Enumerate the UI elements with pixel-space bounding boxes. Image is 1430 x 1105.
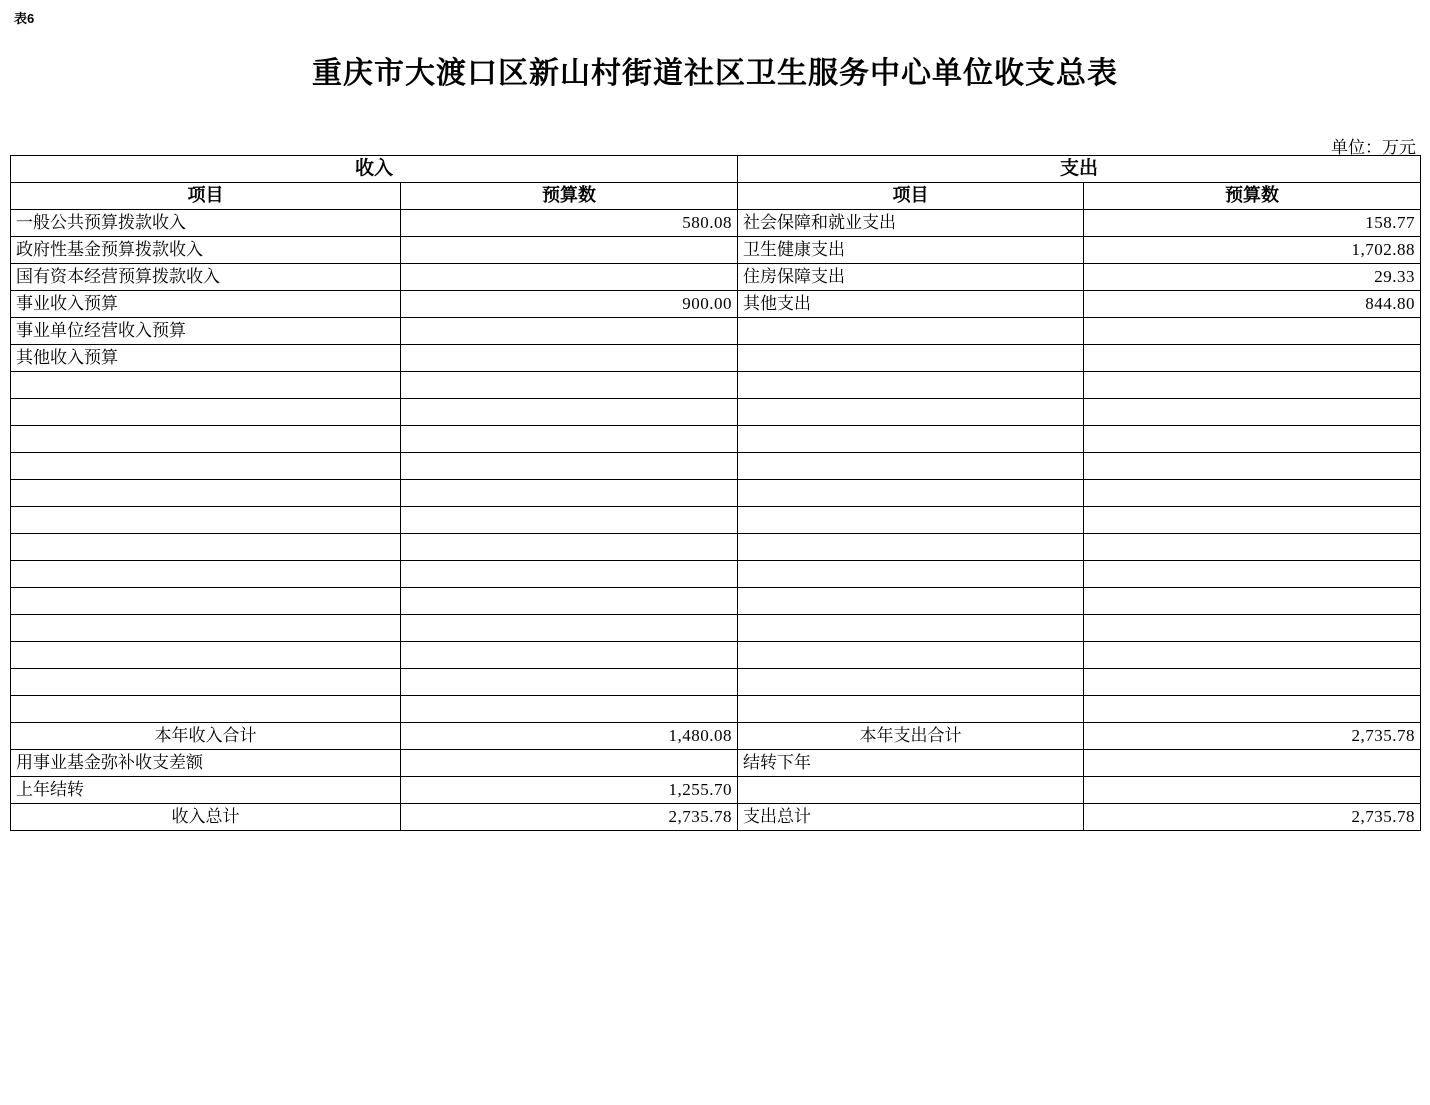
- cell-expenditure-budget: [1084, 507, 1421, 534]
- cell-income-budget: 1,480.08: [401, 723, 738, 750]
- cell-expenditure-item: [738, 399, 1084, 426]
- table-body: [11, 156, 1421, 831]
- cell-expenditure-item: [738, 669, 1084, 696]
- cell-expenditure-item: [738, 372, 1084, 399]
- cell-expenditure-budget: [1084, 750, 1421, 777]
- cell-income-item: [11, 372, 401, 399]
- cell-expenditure-item: [738, 615, 1084, 642]
- cell-income-item: 用事业基金弥补收支差额: [11, 750, 401, 777]
- cell-expenditure-budget: 29.33: [1084, 264, 1421, 291]
- group-header-row: [11, 156, 1421, 183]
- cell-income-budget: [401, 453, 738, 480]
- cell-expenditure-budget: [1084, 561, 1421, 588]
- cell-income-budget: [401, 669, 738, 696]
- cell-income-item: [11, 615, 401, 642]
- cell-expenditure-budget: 2,735.78: [1084, 723, 1421, 750]
- cell-income-budget: [401, 507, 738, 534]
- cell-expenditure-budget: [1084, 318, 1421, 345]
- cell-expenditure-budget: [1084, 372, 1421, 399]
- table-summary-row: [11, 723, 1421, 750]
- table-row: [11, 480, 1421, 507]
- cell-income-budget: [401, 480, 738, 507]
- cell-income-item: [11, 642, 401, 669]
- cell-expenditure-item: 支出总计: [738, 804, 1084, 831]
- cell-income-item: 事业收入预算: [11, 291, 401, 318]
- cell-expenditure-item: 本年支出合计: [738, 723, 1084, 750]
- table-row: [11, 615, 1421, 642]
- cell-income-budget: [401, 588, 738, 615]
- cell-expenditure-budget: 158.77: [1084, 210, 1421, 237]
- cell-income-budget: [401, 615, 738, 642]
- cell-income-item: [11, 399, 401, 426]
- cell-expenditure-budget: 2,735.78: [1084, 804, 1421, 831]
- cell-income-budget: [401, 318, 738, 345]
- cell-income-item: [11, 534, 401, 561]
- cell-income-item: [11, 696, 401, 723]
- cell-income-item: 政府性基金预算拨款收入: [11, 237, 401, 264]
- budget-table: [10, 155, 1421, 831]
- cell-income-budget: [401, 696, 738, 723]
- unit-note: 单位：万元: [1331, 138, 1416, 157]
- cell-expenditure-budget: [1084, 777, 1421, 804]
- cell-income-item: [11, 453, 401, 480]
- cell-income-item: [11, 507, 401, 534]
- cell-expenditure-budget: [1084, 588, 1421, 615]
- cell-expenditure-budget: [1084, 426, 1421, 453]
- column-header-row: [11, 183, 1421, 210]
- cell-expenditure-item: [738, 480, 1084, 507]
- cell-expenditure-item: 社会保障和就业支出: [738, 210, 1084, 237]
- cell-expenditure-item: 结转下年: [738, 750, 1084, 777]
- cell-income-budget: [401, 264, 738, 291]
- cell-income-item: [11, 669, 401, 696]
- table-row: [11, 237, 1421, 264]
- cell-expenditure-budget: [1084, 669, 1421, 696]
- cell-expenditure-item: [738, 642, 1084, 669]
- cell-expenditure-budget: [1084, 453, 1421, 480]
- cell-income-item: 其他收入预算: [11, 345, 401, 372]
- cell-expenditure-item: [738, 453, 1084, 480]
- table-row: [11, 669, 1421, 696]
- table-row: [11, 372, 1421, 399]
- cell-income-budget: [401, 750, 738, 777]
- table-row: [11, 453, 1421, 480]
- cell-income-budget: [401, 426, 738, 453]
- cell-expenditure-budget: 1,702.88: [1084, 237, 1421, 264]
- cell-expenditure-item: 卫生健康支出: [738, 237, 1084, 264]
- table-row: [11, 561, 1421, 588]
- cell-expenditure-budget: [1084, 696, 1421, 723]
- cell-income-budget: [401, 399, 738, 426]
- cell-income-item: [11, 426, 401, 453]
- cell-expenditure-budget: [1084, 642, 1421, 669]
- column-header-expenditure-budget: 预算数: [1084, 183, 1421, 210]
- cell-income-item: 上年结转: [11, 777, 401, 804]
- table-row: [11, 696, 1421, 723]
- group-header-expenditure: 支出: [738, 156, 1421, 183]
- cell-income-item: 收入总计: [11, 804, 401, 831]
- column-header-income-budget: 预算数: [401, 183, 738, 210]
- table-summary-row: [11, 777, 1421, 804]
- table-row: [11, 507, 1421, 534]
- column-header-income-item: 项目: [11, 183, 401, 210]
- page-title: 重庆市大渡口区新山村街道社区卫生服务中心单位收支总表: [312, 57, 1118, 90]
- cell-income-item: [11, 480, 401, 507]
- cell-income-budget: 900.00: [401, 291, 738, 318]
- cell-expenditure-item: [738, 507, 1084, 534]
- cell-income-item: 国有资本经营预算拨款收入: [11, 264, 401, 291]
- cell-expenditure-item: [738, 318, 1084, 345]
- cell-expenditure-budget: [1084, 480, 1421, 507]
- table-summary-row: [11, 804, 1421, 831]
- cell-income-budget: [401, 345, 738, 372]
- cell-expenditure-budget: [1084, 345, 1421, 372]
- table-row: [11, 264, 1421, 291]
- cell-expenditure-item: [738, 696, 1084, 723]
- table-row: [11, 642, 1421, 669]
- group-header-income: 收入: [11, 156, 738, 183]
- sheet-tag: 表6: [14, 11, 35, 26]
- table-row: [11, 291, 1421, 318]
- table-row: [11, 210, 1421, 237]
- table-summary-row: [11, 750, 1421, 777]
- cell-expenditure-budget: [1084, 615, 1421, 642]
- cell-income-budget: 2,735.78: [401, 804, 738, 831]
- table-row: [11, 588, 1421, 615]
- cell-income-item: 事业单位经营收入预算: [11, 318, 401, 345]
- cell-income-item: 一般公共预算拨款收入: [11, 210, 401, 237]
- table-row: [11, 426, 1421, 453]
- cell-expenditure-item: [738, 588, 1084, 615]
- cell-expenditure-budget: [1084, 399, 1421, 426]
- cell-expenditure-item: [738, 561, 1084, 588]
- cell-income-budget: [401, 237, 738, 264]
- table-row: [11, 345, 1421, 372]
- cell-expenditure-budget: [1084, 534, 1421, 561]
- cell-expenditure-item: [738, 345, 1084, 372]
- table-row: [11, 399, 1421, 426]
- column-header-expenditure-item: 项目: [738, 183, 1084, 210]
- table-row: [11, 318, 1421, 345]
- cell-income-budget: [401, 534, 738, 561]
- cell-expenditure-item: [738, 777, 1084, 804]
- cell-income-budget: [401, 642, 738, 669]
- cell-expenditure-item: 住房保障支出: [738, 264, 1084, 291]
- cell-income-item: 本年收入合计: [11, 723, 401, 750]
- cell-income-budget: [401, 561, 738, 588]
- cell-income-budget: 580.08: [401, 210, 738, 237]
- cell-expenditure-item: [738, 534, 1084, 561]
- cell-income-item: [11, 588, 401, 615]
- cell-expenditure-budget: 844.80: [1084, 291, 1421, 318]
- cell-income-item: [11, 561, 401, 588]
- cell-income-budget: [401, 372, 738, 399]
- cell-income-budget: 1,255.70: [401, 777, 738, 804]
- cell-expenditure-item: [738, 426, 1084, 453]
- cell-expenditure-item: 其他支出: [738, 291, 1084, 318]
- table-row: [11, 534, 1421, 561]
